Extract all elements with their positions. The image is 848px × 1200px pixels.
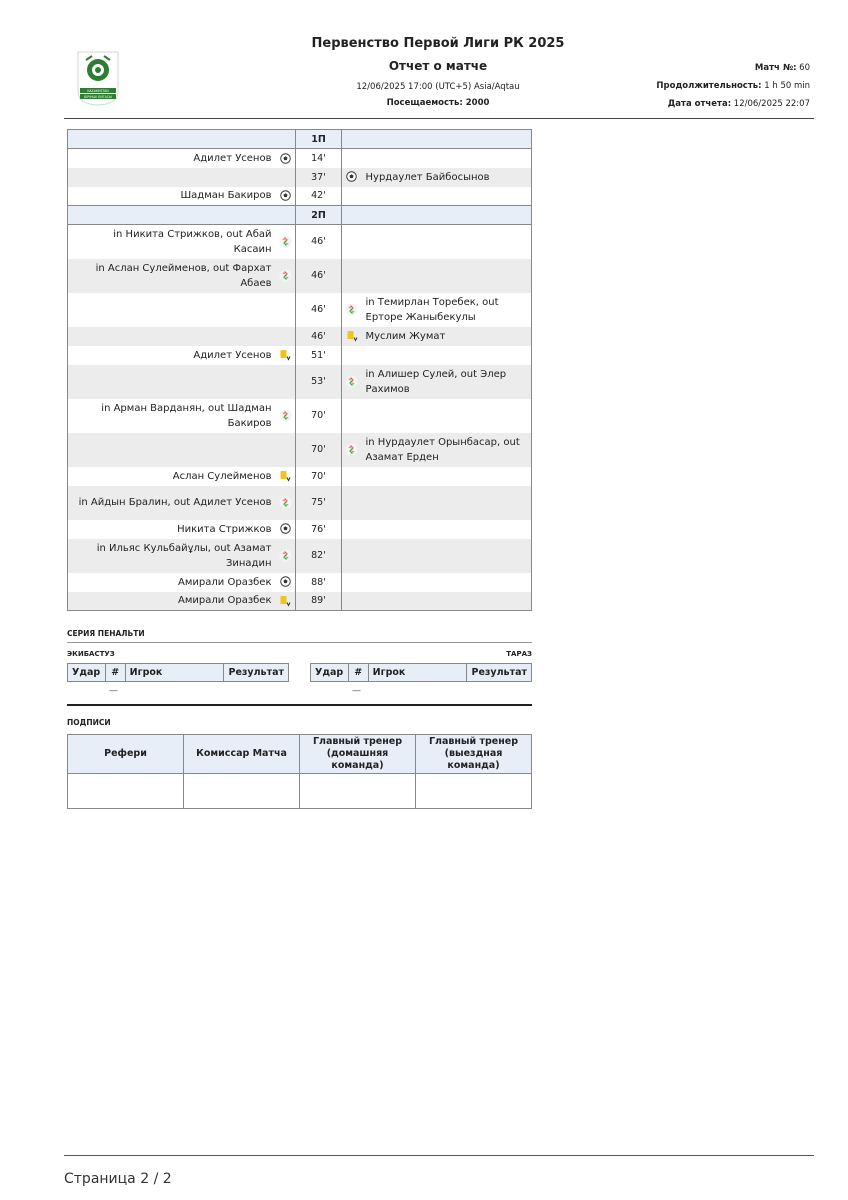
match-duration: Продолжительность: 1 h 50 min [656,81,810,91]
penalty-away-team: ТАРАЗ [506,650,532,658]
away-event-icon-cell [342,573,362,592]
event-row [68,149,532,168]
away-event-icon-cell [342,539,362,573]
away-event-icon-cell [342,346,362,365]
home-event [68,365,276,399]
substitution-icon [345,305,358,316]
away-event-icon-cell [342,327,362,346]
event-minute: 70' [296,467,342,486]
event-minute: 75' [296,486,342,520]
home-event-icon-cell [276,327,296,346]
event-minute: 37' [296,168,342,187]
away-event-icon-cell [342,520,362,539]
event-row [68,293,532,327]
half-header-row [68,130,532,149]
away-event [362,520,532,539]
event-minute: 46' [296,293,342,327]
col-number: # [105,664,125,682]
event-minute: 46' [296,327,342,346]
half-home-cell [68,206,296,225]
half-label: 2П [296,206,342,225]
event-row [68,467,532,486]
away-event [362,399,532,433]
home-event-icon-cell [276,539,296,573]
penalty-divider [67,642,532,643]
col-shot: Удар [68,664,106,682]
home-event-icon-cell [276,259,296,293]
col-shot: Удар [311,664,349,682]
sig-away-coach-box [416,774,532,809]
match-number: Матч №: 60 [754,63,810,73]
penalty-home-team: ЭКИБАСТУЗ [67,650,115,658]
home-event-icon-cell [276,149,296,168]
substitution-icon [279,237,292,248]
goal-ball-icon [280,191,291,202]
goal-ball-icon [346,172,357,183]
signatures-title: ПОДПИСИ [67,718,111,727]
home-event: Адилет Усенов [68,149,276,168]
col-player: Игрок [125,664,224,682]
signatures-table [67,734,532,809]
away-event-icon-cell [342,592,362,611]
match-meta [656,62,810,116]
penalty-table-away [310,663,532,682]
goal-ball-icon [280,153,291,164]
away-event: in Нурдаулет Орынбасар, out Азамат Ерден [362,433,532,467]
away-event [362,346,532,365]
svg-text:KAZAKHSTAN: KAZAKHSTAN [87,89,109,93]
home-event-icon-cell [276,187,296,206]
event-row [68,346,532,365]
home-event: in Ильяс Кульбайұлы, out Азамат Зинадин [68,539,276,573]
event-minute: 42' [296,187,342,206]
yellow-card-icon [279,471,291,482]
attendance: Посещаемость: 2000 [386,98,490,108]
sig-referee-header: Рефери [68,735,184,774]
event-minute: 46' [296,259,342,293]
home-event: in Никита Стрижков, out Абай Касаин [68,225,276,259]
event-minute: 14' [296,149,342,168]
event-row [68,433,532,467]
home-event [68,293,276,327]
away-event: Нурдаулет Байбосынов [362,168,532,187]
half-header-row [68,206,532,225]
home-event: Аслан Сулейменов [68,467,276,486]
col-player: Игрок [368,664,467,682]
svg-text:БІРІНШІ ЛИГАСЫ: БІРІНШІ ЛИГАСЫ [84,95,112,99]
event-row [68,225,532,259]
penalty-home-empty: — [109,686,118,696]
event-minute: 70' [296,433,342,467]
half-home-cell [68,130,296,149]
home-event-icon-cell [276,365,296,399]
home-event [68,168,276,187]
event-minute: 88' [296,573,342,592]
half-label: 1П [296,130,342,149]
substitution-icon [279,411,292,422]
half-away-cell [342,206,532,225]
col-number: # [348,664,368,682]
match-events-table [67,129,532,611]
col-result: Результат [224,664,289,682]
away-event-icon-cell [342,225,362,259]
event-row [68,539,532,573]
event-row [68,327,532,346]
sig-referee-box [68,774,184,809]
report-title-block [238,35,638,109]
yellow-card-icon [346,331,358,342]
away-event [362,539,532,573]
event-row [68,259,532,293]
away-event-icon-cell [342,187,362,206]
away-event [362,573,532,592]
league-logo [74,50,122,106]
event-row [68,592,532,611]
report-date: Дата отчета: 12/06/2025 22:07 [667,99,810,109]
substitution-icon [345,377,358,388]
away-event: Муслим Жумат [362,327,532,346]
away-event-icon-cell [342,433,362,467]
home-event [68,327,276,346]
away-event [362,259,532,293]
home-event-icon-cell [276,399,296,433]
substitution-icon [279,271,292,282]
substitution-icon [279,551,292,562]
home-event: in Айдын Бралин, out Адилет Усенов [68,486,276,520]
event-minute: 89' [296,592,342,611]
home-event: Никита Стрижков [68,520,276,539]
away-event-icon-cell [342,486,362,520]
yellow-card-icon [279,350,291,361]
col-result: Результат [467,664,532,682]
home-event-icon-cell [276,225,296,259]
goal-ball-icon [280,524,291,535]
away-event-icon-cell [342,168,362,187]
home-event [68,433,276,467]
match-datetime: 12/06/2025 17:00 (UTC+5) Asia/Aqtau [356,82,520,92]
footer-divider [64,1155,814,1156]
home-event: Амирали Оразбек [68,573,276,592]
home-event-icon-cell [276,592,296,611]
away-event-icon-cell [342,149,362,168]
event-minute: 53' [296,365,342,399]
away-event-icon-cell [342,293,362,327]
goal-ball-icon [280,577,291,588]
home-event: Амирали Оразбек [68,592,276,611]
sig-away-coach-header: Главный тренер (выездная команда) [416,735,532,774]
event-row [68,399,532,433]
event-row [68,520,532,539]
event-row [68,365,532,399]
penalty-away-empty: — [352,686,361,696]
away-event: in Алишер Сулей, out Элер Рахимов [362,365,532,399]
away-event [362,187,532,206]
home-event: in Аслан Сулейменов, out Фархат Абаев [68,259,276,293]
home-event-icon-cell [276,573,296,592]
substitution-icon [279,498,292,509]
away-event-icon-cell [342,467,362,486]
away-event [362,486,532,520]
away-event: in Темирлан Торебек, out Ерторе Жаныбекулы [362,293,532,327]
sig-home-coach-header: Главный тренер (домашняя команда) [300,735,416,774]
home-event-icon-cell [276,520,296,539]
event-minute: 46' [296,225,342,259]
event-minute: 51' [296,346,342,365]
away-event-icon-cell [342,259,362,293]
half-away-cell [342,130,532,149]
home-event-icon-cell [276,433,296,467]
sig-commissioner-header: Комиссар Матча [184,735,300,774]
event-minute: 82' [296,539,342,573]
home-event-icon-cell [276,168,296,187]
competition-title: Первенство Первой Лиги РК 2025 [311,36,565,51]
event-row [68,573,532,592]
sig-home-coach-box [300,774,416,809]
sig-commissioner-box [184,774,300,809]
header-divider [64,118,814,119]
event-minute: 76' [296,520,342,539]
event-row [68,168,532,187]
penalty-bottom-rule [67,704,532,706]
away-event [362,225,532,259]
home-event: Адилет Усенов [68,346,276,365]
home-event-icon-cell [276,467,296,486]
substitution-icon [345,445,358,456]
report-subtitle: Отчет о матче [388,59,488,73]
home-event-icon-cell [276,486,296,520]
away-event [362,149,532,168]
home-event-icon-cell [276,346,296,365]
away-event-icon-cell [342,365,362,399]
yellow-card-icon [279,596,291,607]
home-event-icon-cell [276,293,296,327]
penalty-table-home [67,663,289,682]
event-row [68,486,532,520]
home-event: in Арман Варданян, out Шадман Бакиров [68,399,276,433]
event-row [68,187,532,206]
home-event: Шадман Бакиров [68,187,276,206]
away-event [362,592,532,611]
away-event-icon-cell [342,399,362,433]
away-event [362,467,532,486]
page-number: Страница 2 / 2 [64,1171,172,1187]
event-minute: 70' [296,399,342,433]
penalty-series-title: СЕРИЯ ПЕНАЛЬТИ [67,629,145,638]
